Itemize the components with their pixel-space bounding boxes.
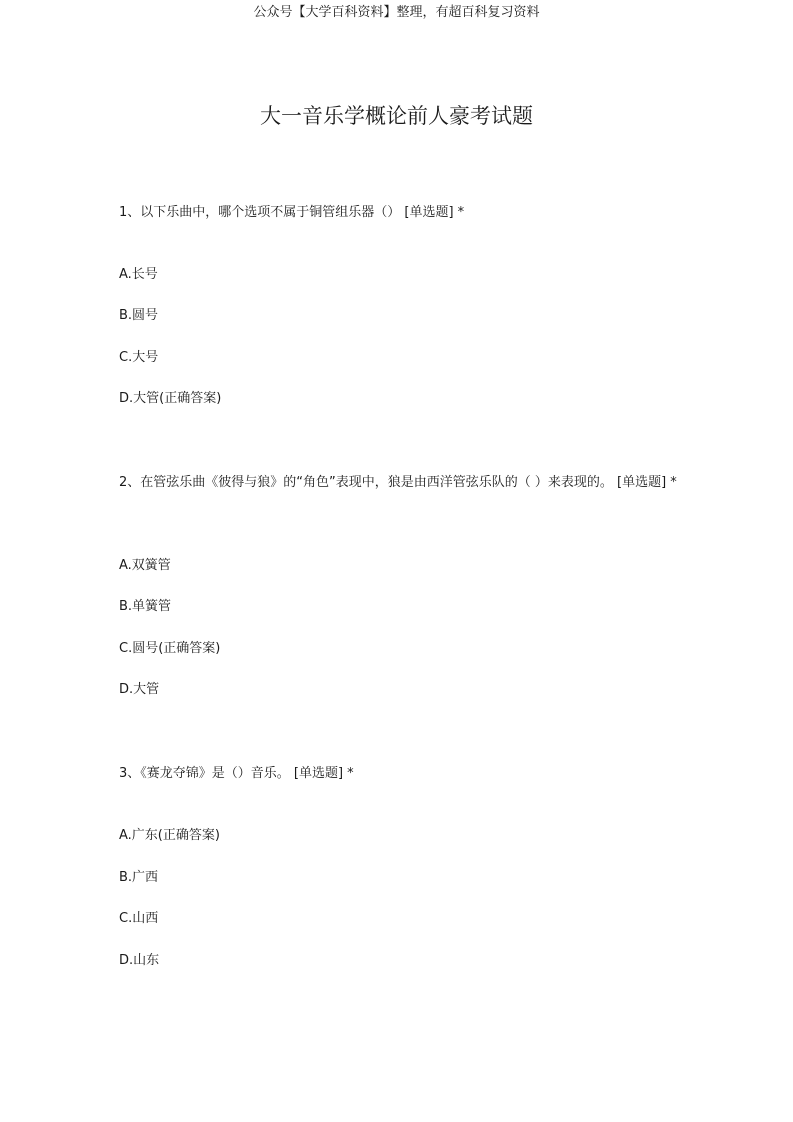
option-c: C.大号 — [119, 350, 159, 365]
option-d: D.山东 — [119, 953, 160, 968]
option-d: D.大管(正确答案) — [119, 391, 222, 406]
question-text: 2、在管弦乐曲《彼得与狼》的“角色”表现中，狼是由西洋管弦乐队的（ ）来表现的。 [单选题] * — [119, 475, 677, 490]
question-text: 3、《赛龙夺锦》是（）音乐。 [单选题] * — [119, 766, 354, 781]
page-header: 公众号【大学百科资料】整理，有超百科复习资料 — [253, 5, 540, 20]
option-a: A.长号 — [119, 267, 158, 282]
option-b: B.广西 — [119, 870, 159, 885]
question-text: 1、以下乐曲中，哪个选项不属于铜管组乐器（） [单选题] * — [119, 205, 465, 220]
option-c: C.圆号(正确答案) — [119, 641, 221, 656]
option-a: A.双簧管 — [119, 558, 171, 573]
option-b: B.单簧管 — [119, 599, 172, 614]
question-1 — [119, 203, 679, 223]
document-title: 大一音乐学概论前人豪考试题 — [260, 104, 533, 128]
option-a: A.广东(正确答案) — [119, 828, 220, 843]
question-3 — [119, 764, 679, 784]
option-c: C.山西 — [119, 911, 159, 926]
option-b: B.圆号 — [119, 308, 159, 323]
option-d: D.大管 — [119, 682, 160, 697]
question-2 — [119, 473, 679, 493]
